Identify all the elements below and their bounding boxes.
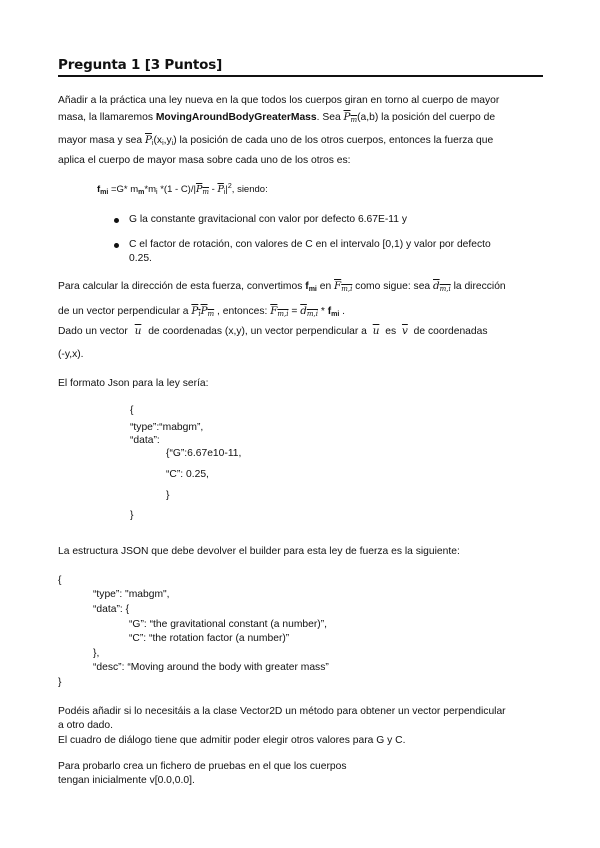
formula-n: , siendo:: [231, 184, 268, 195]
p1-l3d: ) la posición de cada uno de los otros cuerpos, entonces la fuerza que: [173, 135, 494, 146]
p1-line4: aplica el cuerpo de mayor masa sobre cada uno de los otros es:: [58, 155, 351, 166]
p2-g: de un vector perpendicular a: [58, 306, 192, 317]
symbol-F: $\overline{F}$: [334, 280, 342, 292]
p1-l2d: (a,b) la posición del cuerpo de: [357, 112, 496, 123]
symbol-p: $\overline{P}$: [343, 111, 351, 123]
p1-l3a: mayor masa y sea: [58, 135, 145, 146]
p2-line1: [58, 280, 506, 296]
symbol-p: $\overline{P}$: [217, 184, 224, 195]
formula-h: -: [209, 184, 218, 195]
json2-line2: “type”: "mabgm",: [93, 589, 170, 600]
builder-intro: La estructura JSON que debe devolver el builder para esta ley de fuerza es la siguiente:: [58, 546, 460, 557]
symbol-m: m: [350, 116, 358, 124]
symbol-i: i: [198, 310, 201, 318]
symbol-v: $\overline{v}$: [401, 325, 408, 337]
f-sub: mi: [331, 311, 340, 318]
symbol-p: $\overline{P}$: [195, 184, 203, 195]
symbol-p: $\overline{P}$: [191, 305, 199, 317]
formula-g: *(1 - C)/|: [157, 184, 196, 195]
formula-k: |: [225, 184, 228, 195]
p1-l2c: . Sea: [316, 112, 344, 123]
m-sub: m: [138, 189, 145, 196]
p2-line2: [58, 305, 345, 321]
p2-a: Para calcular la dirección de esta fuerza, convertimos: [58, 281, 306, 292]
p4-line3: El cuadro de diálogo tiene que admitir poder elegir otros valores para G y C.: [58, 735, 406, 746]
bullet-dot: [114, 218, 119, 223]
json2-line8: }: [58, 677, 62, 688]
json2-line4: “G”: “the gravitational constant (a number)”,: [129, 619, 328, 630]
json2-line1: {: [58, 575, 62, 586]
f-sub: mi: [100, 189, 109, 196]
p1-line3: [58, 134, 493, 150]
bullet-2-line1: C el factor de rotación, con valores de C en el intervalo [0,1) y valor por defecto: [129, 239, 491, 250]
symbol-F: $\overline{F}$: [270, 305, 278, 317]
bullet-1: G la constante gravitacional con valor por defecto 6.67E-11 y: [129, 214, 407, 225]
symbol-i: i: [171, 140, 174, 147]
p1-line2: [58, 111, 495, 127]
symbol-i: i: [151, 140, 154, 147]
json1-line7: }: [130, 510, 134, 521]
bullet-dot: [114, 243, 119, 248]
symbol-mi: m,i: [341, 285, 353, 293]
p3-line2: (-y,x).: [58, 349, 84, 360]
p3-c: es: [382, 326, 399, 337]
p5-line2: tengan inicialmente v[0.0,0.0].: [58, 775, 195, 786]
p2-e: como sigue: sea: [352, 281, 434, 292]
p2-h: , entonces:: [214, 306, 271, 317]
json2-line6: },: [93, 648, 100, 659]
p4-line1: Podéis añadir si lo necesitáis a la clase Vector2D un método para obtener un vector perpendicular: [58, 706, 506, 717]
json1-line4: {“G”:6.67e10-11,: [166, 448, 242, 459]
symbol-p: $\overline{P}$: [144, 134, 152, 146]
json1-line1: {: [130, 405, 134, 416]
symbol-m: m: [207, 310, 215, 318]
symbol-mi: m,i: [277, 310, 289, 318]
law-name: MovingAroundBodyGreaterMass: [155, 112, 317, 123]
json2-line3: “data”: {: [93, 604, 130, 615]
square-exp: 2: [227, 183, 232, 190]
p3-d: de coordenadas: [410, 326, 488, 337]
json-intro: El formato Json para la ley sería:: [58, 378, 209, 389]
force-formula: [97, 180, 268, 199]
symbol-mi: m,i: [306, 310, 318, 318]
p1-l2a: masa, la llamaremos: [58, 112, 156, 123]
p3-line1: [58, 325, 488, 338]
p2-f: la dirección: [450, 281, 506, 292]
p3-a: Dado un vector: [58, 326, 131, 337]
p2-k: =: [288, 306, 301, 317]
p4-line2: a otro dado.: [58, 720, 113, 731]
symbol-u: $\overline{u}$: [134, 325, 142, 337]
symbol-d: $\overline{d}$: [300, 305, 307, 317]
f-sub: mi: [308, 286, 317, 293]
p2-l: *: [317, 306, 328, 317]
p1-line1: Añadir a la práctica una ley nueva en la que todos los cuerpos giran en torno al cuerpo de mayor: [58, 95, 500, 106]
question-heading: Pregunta 1 [3 Puntos]: [58, 57, 223, 73]
f-symbol: f: [327, 306, 332, 317]
p2-d: en: [316, 281, 335, 292]
symbol-mi: m,i: [439, 285, 451, 293]
formula-e: *m: [144, 184, 157, 195]
symbol-i: i: [162, 140, 164, 147]
symbol-p: $\overline{P}$: [200, 305, 208, 317]
formula-c: =G* m: [108, 184, 139, 195]
json1-line2: “type”:“mabgm”,: [130, 422, 204, 433]
p1-l3c: ,y: [163, 135, 172, 146]
json1-line5: “C”: 0.25,: [166, 469, 209, 480]
symbol-u: $\overline{u}$: [372, 325, 380, 337]
i-sub: i: [156, 189, 158, 196]
p2-p: .: [339, 306, 346, 317]
json1-line3: “data”:: [130, 435, 160, 446]
p1-l3b: (x: [153, 135, 163, 146]
json1-line6: }: [166, 490, 170, 501]
f-symbol: f: [97, 184, 101, 195]
p5-line1: Para probarlo crea un fichero de pruebas en el que los cuerpos: [58, 761, 347, 772]
symbol-d: $\overline{d}$: [433, 280, 440, 292]
bullet-2-line2: 0.25.: [129, 253, 152, 264]
symbol-m: m: [202, 188, 209, 196]
json2-line7: “desc”: “Moving around the body with greater mass”: [93, 662, 329, 673]
symbol-i: i: [223, 189, 226, 196]
json2-line5: “C”: “the rotation factor (a number)”: [129, 633, 290, 644]
f-symbol: f: [305, 281, 309, 292]
p3-b: de coordenadas (x,y), un vector perpendicular a: [145, 326, 370, 337]
heading-rule: [58, 75, 543, 77]
